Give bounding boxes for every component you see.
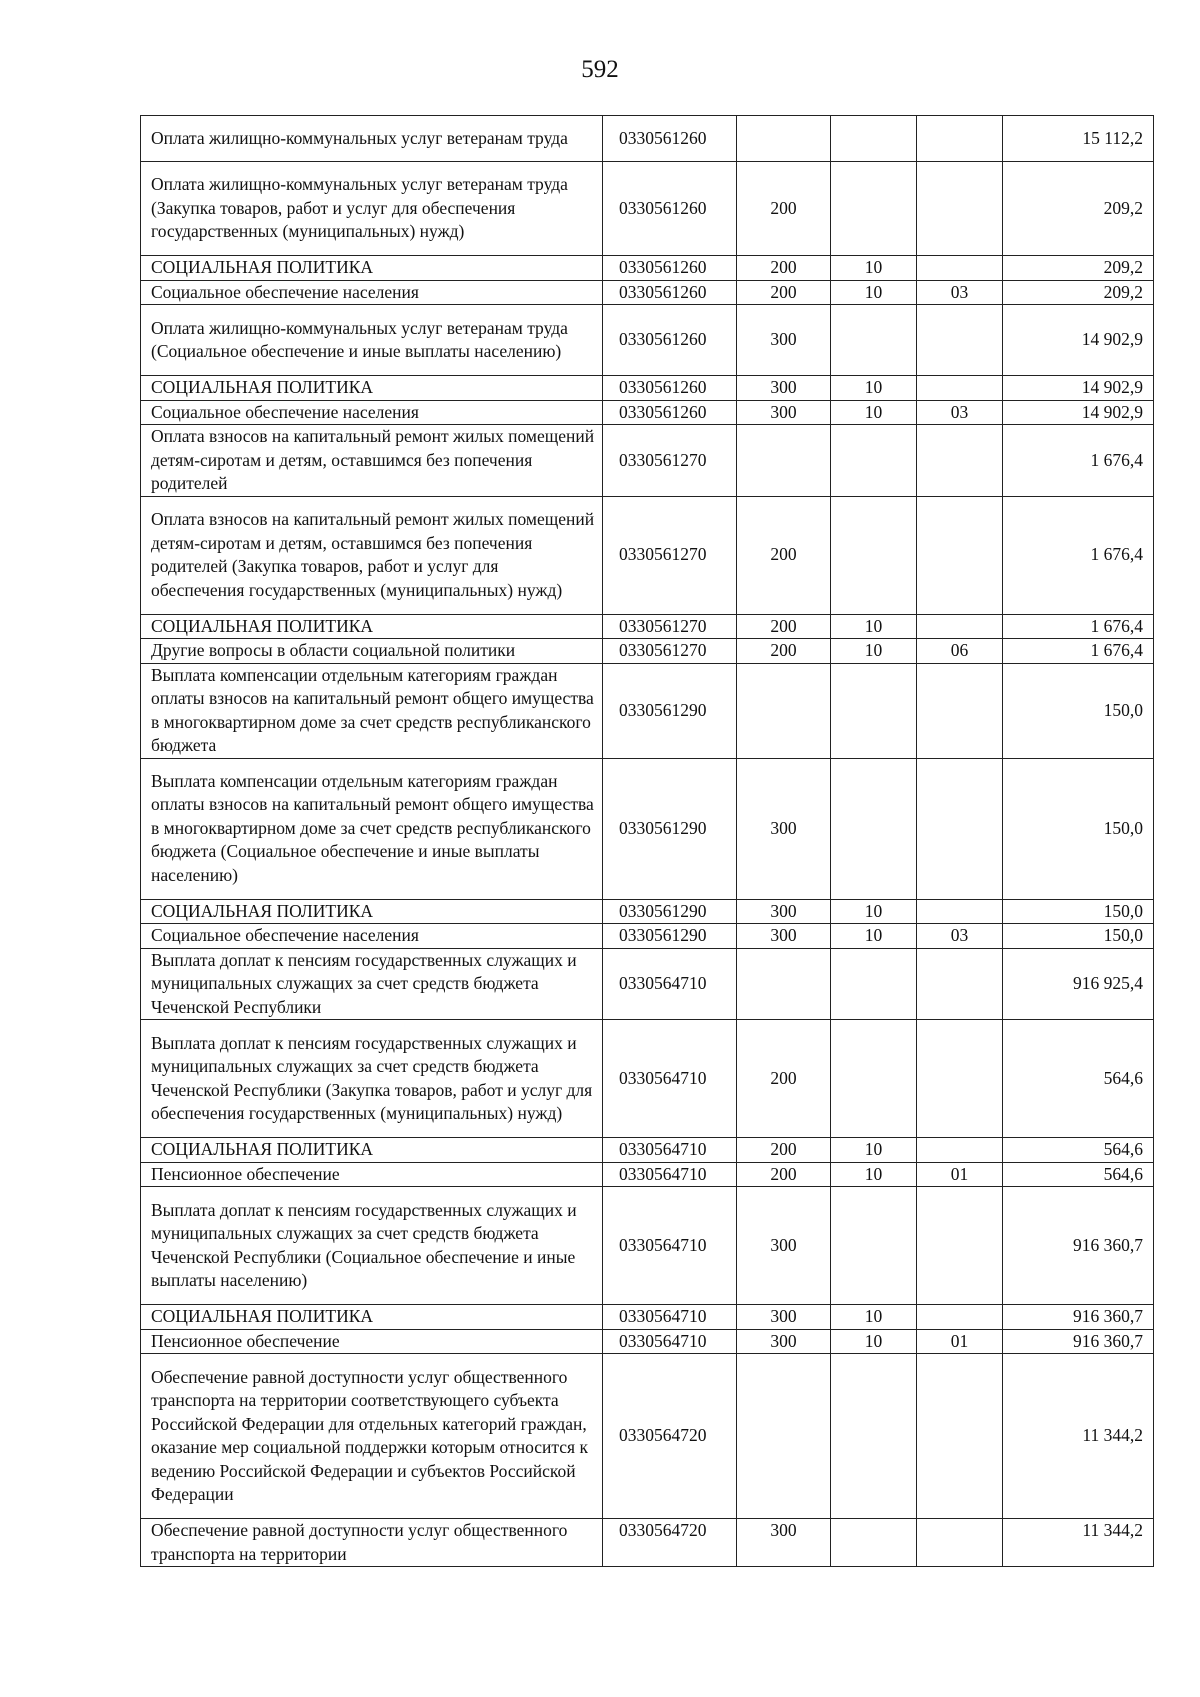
row-expense-type xyxy=(737,1354,831,1519)
row-amount: 209,2 xyxy=(1003,256,1154,281)
row-section: 10 xyxy=(831,614,917,639)
table-row xyxy=(141,1187,1154,1305)
row-name: Социальное обеспечение населения xyxy=(141,280,603,305)
row-expense-type: 300 xyxy=(737,1329,831,1354)
row-expense-type: 200 xyxy=(737,280,831,305)
row-expense-type: 200 xyxy=(737,1138,831,1163)
row-section: 10 xyxy=(831,256,917,281)
row-subsection xyxy=(917,948,1003,1020)
row-section: 10 xyxy=(831,899,917,924)
row-name: Оплата жилищно-коммунальных услуг ветеранам труда (Закупка товаров, работ и услуг для обеспечения государственных (муниципальных) нужд) xyxy=(141,162,603,256)
table-row xyxy=(141,899,1154,924)
row-target-code: 0330561260 xyxy=(603,280,737,305)
row-subsection xyxy=(917,1519,1003,1567)
page-number: 592 xyxy=(581,56,619,83)
row-expense-type: 300 xyxy=(737,1305,831,1330)
row-expense-type xyxy=(737,948,831,1020)
row-name: Выплата компенсации отдельным категориям граждан оплаты взносов на капитальный ремонт общего имущества в многоквартирном доме за счет средств республиканского бюджета (Социальное обеспечение и иные выплаты населению) xyxy=(141,758,603,899)
row-subsection xyxy=(917,256,1003,281)
row-amount: 150,0 xyxy=(1003,899,1154,924)
row-amount: 916 360,7 xyxy=(1003,1305,1154,1330)
row-expense-type: 300 xyxy=(737,758,831,899)
row-name: Выплата доплат к пенсиям государственных служащих и муниципальных служащих за счет средств бюджета Чеченской Республики xyxy=(141,948,603,1020)
row-target-code: 0330564710 xyxy=(603,1187,737,1305)
table-row xyxy=(141,614,1154,639)
table-row xyxy=(141,1162,1154,1187)
row-expense-type: 300 xyxy=(737,1187,831,1305)
row-amount: 916 360,7 xyxy=(1003,1329,1154,1354)
row-target-code: 0330561260 xyxy=(603,400,737,425)
row-section: 10 xyxy=(831,1162,917,1187)
table-row xyxy=(141,400,1154,425)
row-amount: 1 676,4 xyxy=(1003,425,1154,497)
row-section xyxy=(831,948,917,1020)
row-target-code: 0330561290 xyxy=(603,899,737,924)
row-target-code: 0330561260 xyxy=(603,376,737,401)
row-amount: 15 112,2 xyxy=(1003,116,1154,162)
row-section xyxy=(831,1519,917,1567)
row-name: Оплата жилищно-коммунальных услуг ветеранам труда xyxy=(141,116,603,162)
row-subsection xyxy=(917,305,1003,376)
table-row xyxy=(141,1354,1154,1519)
row-name: Оплата взносов на капитальный ремонт жилых помещений детям-сиротам и детям, оставшимся без попечения родителей (Закупка товаров, работ и услуг для обеспечения государственных (муниципальных) нужд) xyxy=(141,496,603,614)
row-subsection xyxy=(917,1354,1003,1519)
row-subsection xyxy=(917,614,1003,639)
row-target-code: 0330564710 xyxy=(603,1138,737,1163)
table-row xyxy=(141,948,1154,1020)
table-row xyxy=(141,924,1154,949)
row-subsection: 06 xyxy=(917,639,1003,664)
row-expense-type: 300 xyxy=(737,899,831,924)
row-amount: 209,2 xyxy=(1003,280,1154,305)
row-section xyxy=(831,663,917,758)
row-name: Выплата компенсации отдельным категориям граждан оплаты взносов на капитальный ремонт общего имущества в многоквартирном доме за счет средств республиканского бюджета xyxy=(141,663,603,758)
row-target-code: 0330561270 xyxy=(603,614,737,639)
budget-table xyxy=(140,115,1154,1567)
row-subsection xyxy=(917,376,1003,401)
row-subsection: 03 xyxy=(917,400,1003,425)
row-subsection xyxy=(917,899,1003,924)
row-amount: 150,0 xyxy=(1003,663,1154,758)
row-amount: 1 676,4 xyxy=(1003,639,1154,664)
row-subsection xyxy=(917,496,1003,614)
row-expense-type: 200 xyxy=(737,496,831,614)
row-section: 10 xyxy=(831,400,917,425)
row-target-code: 0330561260 xyxy=(603,162,737,256)
table-row xyxy=(141,1519,1154,1567)
row-expense-type: 300 xyxy=(737,376,831,401)
row-subsection: 03 xyxy=(917,924,1003,949)
table-row xyxy=(141,663,1154,758)
row-expense-type: 300 xyxy=(737,400,831,425)
row-name: Другие вопросы в области социальной политики xyxy=(141,639,603,664)
row-amount: 11 344,2 xyxy=(1003,1354,1154,1519)
row-section xyxy=(831,116,917,162)
row-subsection xyxy=(917,116,1003,162)
row-amount: 916 360,7 xyxy=(1003,1187,1154,1305)
row-expense-type: 200 xyxy=(737,1020,831,1138)
row-expense-type xyxy=(737,425,831,497)
row-name: Выплата доплат к пенсиям государственных служащих и муниципальных служащих за счет средств бюджета Чеченской Республики (Социальное обеспечение и иные выплаты населению) xyxy=(141,1187,603,1305)
row-amount: 14 902,9 xyxy=(1003,305,1154,376)
row-expense-type: 200 xyxy=(737,614,831,639)
row-expense-type: 200 xyxy=(737,639,831,664)
row-section xyxy=(831,1354,917,1519)
row-name: СОЦИАЛЬНАЯ ПОЛИТИКА xyxy=(141,1138,603,1163)
row-subsection xyxy=(917,1305,1003,1330)
row-section xyxy=(831,305,917,376)
row-expense-type: 200 xyxy=(737,1162,831,1187)
row-section xyxy=(831,1020,917,1138)
row-subsection xyxy=(917,1020,1003,1138)
row-subsection: 03 xyxy=(917,280,1003,305)
row-name: СОЦИАЛЬНАЯ ПОЛИТИКА xyxy=(141,614,603,639)
row-target-code: 0330564710 xyxy=(603,1020,737,1138)
row-section: 10 xyxy=(831,1138,917,1163)
table-row xyxy=(141,305,1154,376)
row-section xyxy=(831,162,917,256)
row-name: Пенсионное обеспечение xyxy=(141,1162,603,1187)
row-amount: 564,6 xyxy=(1003,1162,1154,1187)
row-subsection xyxy=(917,1187,1003,1305)
row-amount: 150,0 xyxy=(1003,758,1154,899)
row-amount: 564,6 xyxy=(1003,1138,1154,1163)
table-row xyxy=(141,425,1154,497)
table-row xyxy=(141,639,1154,664)
row-expense-type: 200 xyxy=(737,162,831,256)
row-target-code: 0330561290 xyxy=(603,924,737,949)
row-target-code: 0330561260 xyxy=(603,256,737,281)
row-name: СОЦИАЛЬНАЯ ПОЛИТИКА xyxy=(141,1305,603,1330)
row-name: Социальное обеспечение населения xyxy=(141,924,603,949)
table-row xyxy=(141,1020,1154,1138)
row-target-code: 0330564710 xyxy=(603,1305,737,1330)
row-subsection xyxy=(917,758,1003,899)
row-expense-type xyxy=(737,663,831,758)
row-target-code: 0330561260 xyxy=(603,305,737,376)
row-name: СОЦИАЛЬНАЯ ПОЛИТИКА xyxy=(141,376,603,401)
row-section: 10 xyxy=(831,639,917,664)
row-subsection xyxy=(917,1138,1003,1163)
row-subsection: 01 xyxy=(917,1162,1003,1187)
row-target-code: 0330561270 xyxy=(603,639,737,664)
row-target-code: 0330561270 xyxy=(603,496,737,614)
table-row xyxy=(141,116,1154,162)
row-section: 10 xyxy=(831,924,917,949)
row-name: Обеспечение равной доступности услуг общественного транспорта на территории xyxy=(141,1519,603,1567)
row-amount: 1 676,4 xyxy=(1003,614,1154,639)
table-row xyxy=(141,376,1154,401)
row-expense-type: 300 xyxy=(737,1519,831,1567)
row-subsection xyxy=(917,162,1003,256)
row-expense-type: 200 xyxy=(737,256,831,281)
table-row xyxy=(141,1138,1154,1163)
table-row xyxy=(141,162,1154,256)
row-name: Обеспечение равной доступности услуг общественного транспорта на территории соответствующего субъекта Российской Федерации для отдельных категорий граждан, оказание мер социальной поддержки которым относится к ведению Российской Федерации и субъектов Российской Федерации xyxy=(141,1354,603,1519)
row-amount: 11 344,2 xyxy=(1003,1519,1154,1567)
row-amount: 209,2 xyxy=(1003,162,1154,256)
table-row xyxy=(141,1329,1154,1354)
row-target-code: 0330561290 xyxy=(603,663,737,758)
row-amount: 916 925,4 xyxy=(1003,948,1154,1020)
row-amount: 14 902,9 xyxy=(1003,400,1154,425)
row-expense-type: 300 xyxy=(737,924,831,949)
table-row xyxy=(141,1305,1154,1330)
row-amount: 150,0 xyxy=(1003,924,1154,949)
row-section: 10 xyxy=(831,376,917,401)
table-row xyxy=(141,496,1154,614)
table-row xyxy=(141,256,1154,281)
row-expense-type: 300 xyxy=(737,305,831,376)
row-name: Пенсионное обеспечение xyxy=(141,1329,603,1354)
table-row xyxy=(141,758,1154,899)
row-target-code: 0330564710 xyxy=(603,948,737,1020)
row-subsection xyxy=(917,425,1003,497)
table-row xyxy=(141,280,1154,305)
row-amount: 1 676,4 xyxy=(1003,496,1154,614)
row-section xyxy=(831,425,917,497)
row-name: СОЦИАЛЬНАЯ ПОЛИТИКА xyxy=(141,899,603,924)
row-name: СОЦИАЛЬНАЯ ПОЛИТИКА xyxy=(141,256,603,281)
row-section xyxy=(831,496,917,614)
row-target-code: 0330561270 xyxy=(603,425,737,497)
row-target-code: 0330561260 xyxy=(603,116,737,162)
row-subsection: 01 xyxy=(917,1329,1003,1354)
row-target-code: 0330561290 xyxy=(603,758,737,899)
row-target-code: 0330564710 xyxy=(603,1329,737,1354)
row-expense-type xyxy=(737,116,831,162)
row-name: Оплата жилищно-коммунальных услуг ветеранам труда (Социальное обеспечение и иные выплаты населению) xyxy=(141,305,603,376)
row-section: 10 xyxy=(831,1305,917,1330)
row-amount: 564,6 xyxy=(1003,1020,1154,1138)
row-section: 10 xyxy=(831,280,917,305)
row-section xyxy=(831,758,917,899)
row-target-code: 0330564720 xyxy=(603,1519,737,1567)
row-target-code: 0330564710 xyxy=(603,1162,737,1187)
row-name: Выплата доплат к пенсиям государственных служащих и муниципальных служащих за счет средств бюджета Чеченской Республики (Закупка товаров, работ и услуг для обеспечения государственных (муниципальных) нужд) xyxy=(141,1020,603,1138)
row-target-code: 0330564720 xyxy=(603,1354,737,1519)
row-section: 10 xyxy=(831,1329,917,1354)
row-amount: 14 902,9 xyxy=(1003,376,1154,401)
row-section xyxy=(831,1187,917,1305)
row-name: Социальное обеспечение населения xyxy=(141,400,603,425)
row-subsection xyxy=(917,663,1003,758)
row-name: Оплата взносов на капитальный ремонт жилых помещений детям-сиротам и детям, оставшимся без попечения родителей xyxy=(141,425,603,497)
